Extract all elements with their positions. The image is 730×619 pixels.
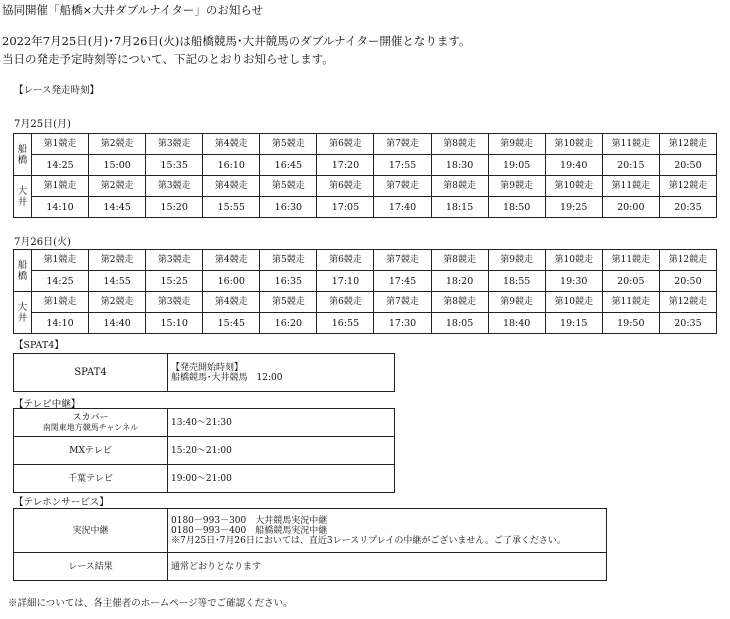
page-title: 協同開催「船橋×大井ダブルナイター」のお知らせ <box>2 3 264 17</box>
race-time: 18:15 <box>431 197 488 218</box>
race-label: 第12競走 <box>659 134 716 155</box>
race-time: 14:25 <box>32 271 89 292</box>
race-time: 19:25 <box>545 197 602 218</box>
race-time: 15:00 <box>89 155 146 176</box>
race-label: 第10競走 <box>545 250 602 271</box>
tel-live-line-2: 0180－993－400 船橋競馬実況中継 <box>171 525 328 536</box>
race-time: 19:50 <box>602 313 659 334</box>
race-label: 第9競走 <box>488 292 545 313</box>
race-time: 16:10 <box>203 155 260 176</box>
race-time: 17:30 <box>374 313 431 334</box>
race-label: 第8競走 <box>431 292 488 313</box>
race-time: 20:50 <box>659 271 716 292</box>
race-label: 第7競走 <box>374 134 431 155</box>
race-label: 第3競走 <box>146 250 203 271</box>
race-time: 17:40 <box>374 197 431 218</box>
race-label: 第2競走 <box>89 176 146 197</box>
race-label: 第1競走 <box>32 250 89 271</box>
tv-section-title: 【テレビ中継】 <box>14 399 81 410</box>
spat4-detail-text: 船橋競馬･大井競馬 12:00 <box>171 372 283 383</box>
intro-line-2: 当日の発走予定時刻等について、下記のとおりお知らせします。 <box>2 52 334 66</box>
footer-note: ※詳細については、各主催者のホームページ等でご確認ください。 <box>8 598 293 609</box>
race-label: 第1競走 <box>32 292 89 313</box>
tv-time: 19:00～21:00 <box>168 465 395 493</box>
race-time: 17:10 <box>317 271 374 292</box>
race-time-row <box>14 155 717 176</box>
tel-section-title: 【テレホンサービス】 <box>14 497 109 508</box>
race-label: 第9競走 <box>488 134 545 155</box>
tel-table <box>13 508 607 581</box>
race-time: 15:10 <box>146 313 203 334</box>
race-label: 第8競走 <box>431 134 488 155</box>
race-time: 20:15 <box>602 155 659 176</box>
race-time: 17:45 <box>374 271 431 292</box>
race-time: 15:25 <box>146 271 203 292</box>
race-time: 18:20 <box>431 271 488 292</box>
race-label: 第7競走 <box>374 176 431 197</box>
race-time: 20:35 <box>659 197 716 218</box>
race-time: 15:35 <box>146 155 203 176</box>
race-label: 第3競走 <box>146 176 203 197</box>
day1-date: 7月25日(月) <box>14 119 71 130</box>
race-time: 18:30 <box>431 155 488 176</box>
race-label: 第5競走 <box>260 134 317 155</box>
tv-row <box>14 437 395 465</box>
race-time: 15:45 <box>203 313 260 334</box>
race-label: 第7競走 <box>374 250 431 271</box>
tv-row <box>14 409 395 437</box>
race-label: 第4競走 <box>203 292 260 313</box>
race-label: 第7競走 <box>374 292 431 313</box>
race-label: 第4競走 <box>203 176 260 197</box>
day2-date: 7月26日(火) <box>14 237 71 248</box>
race-label: 第11競走 <box>602 176 659 197</box>
race-time: 16:20 <box>260 313 317 334</box>
race-time: 16:55 <box>317 313 374 334</box>
race-label: 第1競走 <box>32 134 89 155</box>
tv-channel-label: MXテレビ <box>14 437 168 465</box>
race-label: 第5競走 <box>260 250 317 271</box>
tel-live-line-1: 0180－993－300 大井競馬実況中継 <box>171 515 328 526</box>
race-time: 15:20 <box>146 197 203 218</box>
race-label: 第10競走 <box>545 134 602 155</box>
race-label: 第2競走 <box>89 292 146 313</box>
tel-live-label: 実況中継 <box>14 509 168 553</box>
race-time-row <box>14 271 717 292</box>
race-time: 20:50 <box>659 155 716 176</box>
race-time: 14:10 <box>32 197 89 218</box>
race-label-row <box>14 292 717 313</box>
race-time: 16:30 <box>260 197 317 218</box>
race-label: 第9競走 <box>488 176 545 197</box>
race-label: 第8競走 <box>431 250 488 271</box>
tv-channel-line1: スカパー <box>72 412 109 423</box>
race-label: 第3競走 <box>146 134 203 155</box>
venue-name: 大 井 <box>14 176 32 218</box>
race-label-row <box>14 250 717 271</box>
tel-result-label: レース結果 <box>14 553 168 581</box>
race-label: 第11競走 <box>602 134 659 155</box>
race-label: 第6競走 <box>317 176 374 197</box>
tv-time: 13:40～21:30 <box>168 409 395 437</box>
spat4-detail-title: 【発売開始時刻】 <box>171 362 244 373</box>
race-table-day2 <box>13 249 717 334</box>
race-time: 19:40 <box>545 155 602 176</box>
race-time: 16:00 <box>203 271 260 292</box>
tv-channel-label: 千葉テレビ <box>14 465 168 493</box>
venue-name: 船 橋 <box>14 250 32 292</box>
race-label: 第11競走 <box>602 292 659 313</box>
race-label-row <box>14 134 717 155</box>
race-time-row <box>14 197 717 218</box>
tv-table <box>13 408 395 493</box>
race-label: 第2競走 <box>89 134 146 155</box>
race-label: 第4競走 <box>203 134 260 155</box>
race-time: 17:55 <box>374 155 431 176</box>
race-time: 15:55 <box>203 197 260 218</box>
race-label: 第9競走 <box>488 250 545 271</box>
race-time: 19:30 <box>545 271 602 292</box>
race-label: 第2競走 <box>89 250 146 271</box>
race-label: 第11競走 <box>602 250 659 271</box>
venue-name: 船 橋 <box>14 134 32 176</box>
race-label: 第1競走 <box>32 176 89 197</box>
race-label: 第4競走 <box>203 250 260 271</box>
race-label: 第10競走 <box>545 292 602 313</box>
race-time: 14:25 <box>32 155 89 176</box>
race-label: 第5競走 <box>260 292 317 313</box>
tel-live-line-3: ※7月25日･7月26日においては、直近3レースリプレイの中継がございません。ご了承ください。 <box>171 535 566 546</box>
race-time: 16:45 <box>260 155 317 176</box>
race-time: 14:40 <box>89 313 146 334</box>
race-time: 19:15 <box>545 313 602 334</box>
race-label-row <box>14 176 717 197</box>
race-label: 第6競走 <box>317 250 374 271</box>
race-time: 18:40 <box>488 313 545 334</box>
intro-line-1: 2022年7月25日(月)･7月26日(火)は船橋競馬･大井競馬のダブルナイター開催となります。 <box>2 34 471 48</box>
tv-channel-label <box>14 409 168 437</box>
race-time: 18:05 <box>431 313 488 334</box>
race-label: 第5競走 <box>260 176 317 197</box>
race-label: 第12競走 <box>659 250 716 271</box>
race-label: 第12競走 <box>659 176 716 197</box>
race-time: 16:35 <box>260 271 317 292</box>
race-time: 17:20 <box>317 155 374 176</box>
venue-name: 大 井 <box>14 292 32 334</box>
spat4-detail <box>168 354 395 392</box>
race-time: 20:35 <box>659 313 716 334</box>
race-time: 17:05 <box>317 197 374 218</box>
tel-live-detail <box>168 509 607 553</box>
race-time: 14:10 <box>32 313 89 334</box>
race-time: 20:00 <box>602 197 659 218</box>
tv-time: 15:20～21:00 <box>168 437 395 465</box>
race-time-row <box>14 313 717 334</box>
race-time: 18:55 <box>488 271 545 292</box>
spat4-label: SPAT4 <box>14 354 168 392</box>
tv-row <box>14 465 395 493</box>
race-time: 19:05 <box>488 155 545 176</box>
spat4-section-title: 【SPAT4】 <box>14 340 64 351</box>
race-label: 第10競走 <box>545 176 602 197</box>
race-label: 第3競走 <box>146 292 203 313</box>
race-label: 第8競走 <box>431 176 488 197</box>
race-time: 20:05 <box>602 271 659 292</box>
tv-channel-line2: 南関東地方競馬チャンネル <box>42 422 139 432</box>
tel-result-text: 通常どおりとなります <box>168 553 607 581</box>
race-label: 第6競走 <box>317 134 374 155</box>
race-time: 18:50 <box>488 197 545 218</box>
race-section-title: 【レース発走時刻】 <box>14 85 100 96</box>
race-time: 14:55 <box>89 271 146 292</box>
race-label: 第6競走 <box>317 292 374 313</box>
race-time: 14:45 <box>89 197 146 218</box>
spat4-table <box>13 353 395 392</box>
race-label: 第12競走 <box>659 292 716 313</box>
race-table-day1 <box>13 133 717 218</box>
